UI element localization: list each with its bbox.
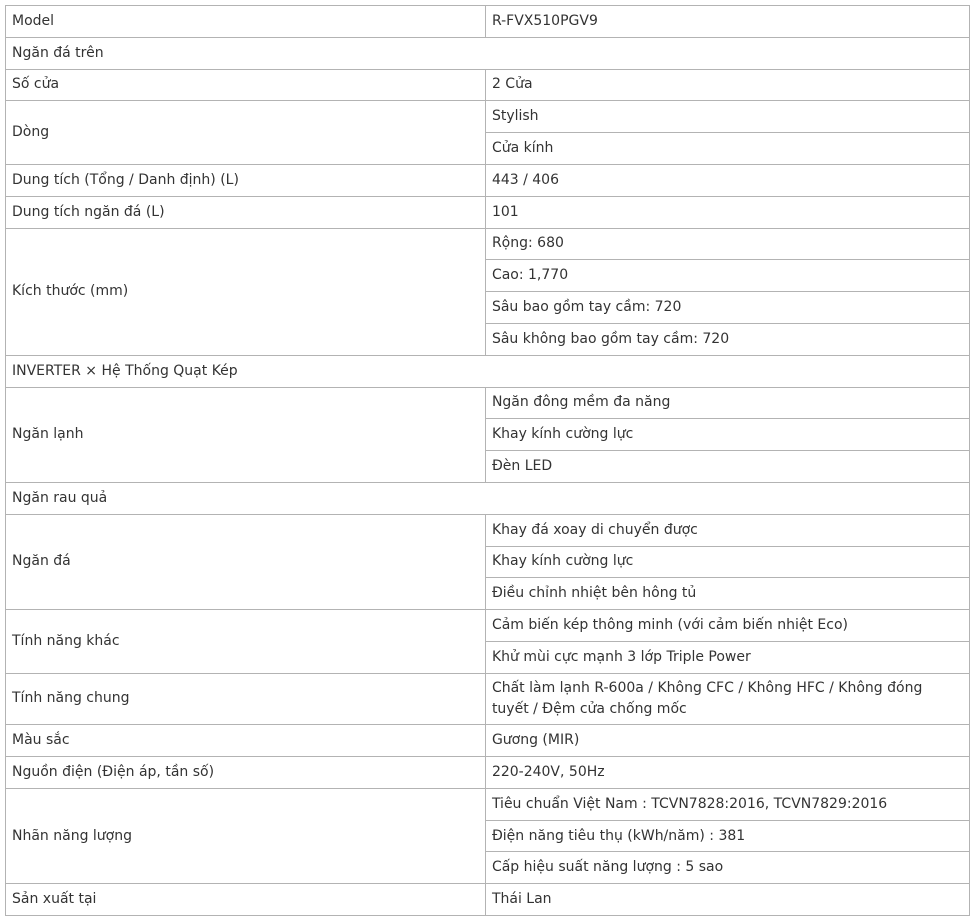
spec-label: Kích thước (mm): [6, 228, 486, 355]
spec-value: Điều chỉnh nhiệt bên hông tủ: [485, 578, 969, 610]
spec-value: 443 / 406: [485, 164, 969, 196]
spec-value: Thái Lan: [485, 884, 969, 916]
spec-label: Màu sắc: [6, 725, 486, 757]
spec-label: Dung tích ngăn đá (L): [6, 196, 486, 228]
spec-label: Ngăn đá: [6, 514, 486, 609]
spec-label: Tính năng chung: [6, 673, 486, 725]
spec-row: [6, 228, 970, 260]
spec-value: Khay kính cường lực: [485, 419, 969, 451]
spec-value: Khay đá xoay di chuyển được: [485, 514, 969, 546]
section-row: [6, 37, 970, 69]
spec-value: Sâu bao gồm tay cầm: 720: [485, 292, 969, 324]
spec-row: [6, 6, 970, 38]
spec-value: Tiêu chuẩn Việt Nam : TCVN7828:2016, TCVN7829:2016: [485, 788, 969, 820]
section-row: [6, 355, 970, 387]
spec-row: [6, 788, 970, 820]
spec-row: [6, 757, 970, 789]
spec-value: Cảm biến kép thông minh (với cảm biến nhiệt Eco): [485, 610, 969, 642]
spec-label: Sản xuất tại: [6, 884, 486, 916]
spec-value: Gương (MIR): [485, 725, 969, 757]
spec-label: Nhãn năng lượng: [6, 788, 486, 883]
section-heading: Ngăn đá trên: [6, 37, 970, 69]
spec-value: Stylish: [485, 101, 969, 133]
spec-row: [6, 514, 970, 546]
spec-row: [6, 387, 970, 419]
spec-row: [6, 725, 970, 757]
spec-row: [6, 610, 970, 642]
spec-value: Điện năng tiêu thụ (kWh/năm) : 381: [485, 820, 969, 852]
spec-value: 2 Cửa: [485, 69, 969, 101]
spec-value: Khử mùi cực mạnh 3 lớp Triple Power: [485, 641, 969, 673]
section-heading: INVERTER × Hệ Thống Quạt Kép: [6, 355, 970, 387]
section-heading: Ngăn rau quả: [6, 482, 970, 514]
spec-value: 101: [485, 196, 969, 228]
spec-value: Ngăn đông mềm đa năng: [485, 387, 969, 419]
spec-row: [6, 884, 970, 916]
spec-label: Nguồn điện (Điện áp, tần số): [6, 757, 486, 789]
spec-value: Cửa kính: [485, 133, 969, 165]
section-row: [6, 482, 970, 514]
spec-value: Sâu không bao gồm tay cầm: 720: [485, 323, 969, 355]
spec-label: Dòng: [6, 101, 486, 165]
spec-value: Khay kính cường lực: [485, 546, 969, 578]
spec-label: Dung tích (Tổng / Danh định) (L): [6, 164, 486, 196]
spec-value: Rộng: 680: [485, 228, 969, 260]
spec-row: [6, 101, 970, 133]
spec-value: Cấp hiệu suất năng lượng : 5 sao: [485, 852, 969, 884]
spec-label: Model: [6, 6, 486, 38]
spec-table: [5, 5, 970, 916]
spec-label: Tính năng khác: [6, 610, 486, 674]
spec-value: R-FVX510PGV9: [485, 6, 969, 38]
spec-row: [6, 196, 970, 228]
spec-label: Ngăn lạnh: [6, 387, 486, 482]
spec-label: Số cửa: [6, 69, 486, 101]
spec-value: Cao: 1,770: [485, 260, 969, 292]
spec-row: [6, 673, 970, 725]
spec-value: Chất làm lạnh R-600a / Không CFC / Không HFC / Không đóng tuyết / Đệm cửa chống mốc: [485, 673, 969, 725]
spec-value: 220-240V, 50Hz: [485, 757, 969, 789]
spec-table-body: [6, 6, 970, 916]
spec-row: [6, 69, 970, 101]
spec-value: Đèn LED: [485, 451, 969, 483]
spec-row: [6, 164, 970, 196]
